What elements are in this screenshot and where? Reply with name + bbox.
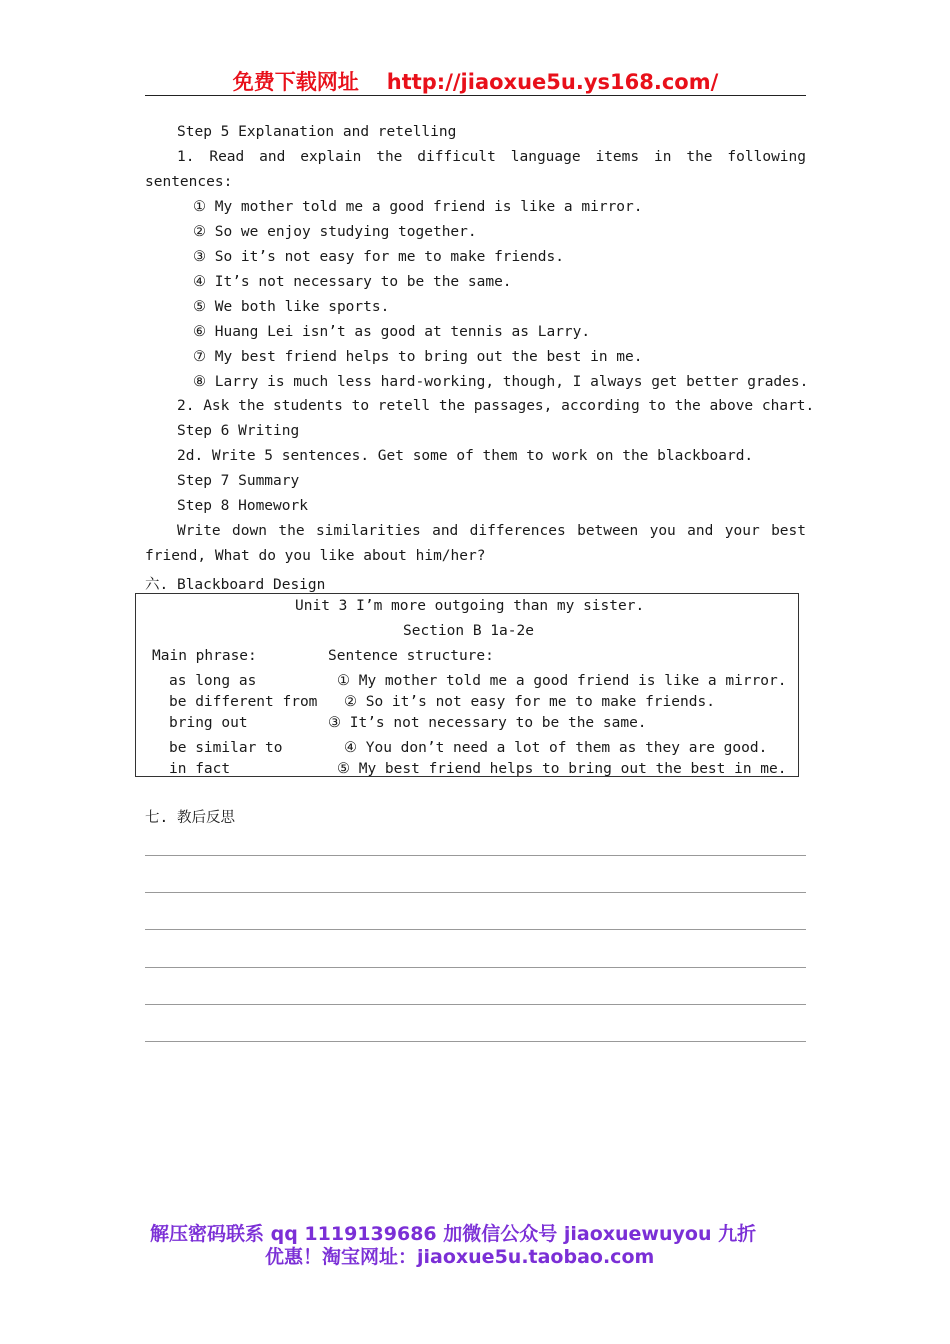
site-url[interactable]: http://jiaoxue5u.ys168.com/ bbox=[386, 70, 719, 94]
structure-3: ③ It’s not necessary to be the same. bbox=[328, 715, 647, 731]
reflection-line-5 bbox=[145, 1004, 806, 1005]
footer-line-2[interactable]: 优惠！淘宝网址：jiaoxue5u.taobao.com bbox=[265, 1246, 655, 1268]
sentence-8: ⑧ Larry is much less hard-working, though, I always get better grades. bbox=[193, 374, 809, 390]
homework-line2: friend, What do you like about him/her? bbox=[145, 548, 486, 564]
sentence-5: ⑤ We both like sports. bbox=[193, 299, 390, 315]
item-2d: 2d. Write 5 sentences. Get some of them to work on the blackboard. bbox=[177, 448, 754, 464]
phrase-header: Main phrase: bbox=[152, 648, 257, 664]
item1-line2: sentences: bbox=[145, 174, 233, 190]
reflection-line-1 bbox=[145, 855, 806, 856]
reflection-line-2 bbox=[145, 892, 806, 893]
step5-title: Step 5 Explanation and retelling bbox=[177, 124, 457, 140]
footer-line-1: 解压密码联系 qq 1119139686 加微信公众号 jiaoxuewuyou 九折 bbox=[150, 1223, 757, 1245]
blackboard-subtitle: Section B 1a-2e bbox=[403, 623, 534, 639]
step6-title: Step 6 Writing bbox=[177, 423, 300, 439]
reflection-title: 七. 教后反思 bbox=[145, 810, 235, 826]
sentence-7: ⑦ My best friend helps to bring out the best in me. bbox=[193, 349, 643, 365]
step8-title: Step 8 Homework bbox=[177, 498, 308, 514]
structure-4: ④ You don’t need a lot of them as they are good. bbox=[344, 740, 768, 756]
sentence-1: ① My mother told me a good friend is like a mirror. bbox=[193, 199, 643, 215]
sentence-6: ⑥ Huang Lei isn’t as good at tennis as Larry. bbox=[193, 324, 591, 340]
step7-title: Step 7 Summary bbox=[177, 473, 300, 489]
structure-1: ① My mother told me a good friend is like a mirror. bbox=[337, 673, 787, 689]
phrase-1: as long as bbox=[169, 673, 257, 689]
site-name: 免费下载网址 bbox=[232, 70, 359, 94]
phrase-4: be similar to bbox=[169, 740, 283, 756]
blackboard-title: Unit 3 I’m more outgoing than my sister. bbox=[295, 598, 645, 614]
structure-5: ⑤ My best friend helps to bring out the best in me. bbox=[337, 761, 787, 777]
section6-title: 六. Blackboard Design bbox=[145, 577, 326, 593]
sentence-4: ④ It’s not necessary to be the same. bbox=[193, 274, 512, 290]
phrase-5: in fact bbox=[169, 761, 231, 777]
phrase-3: bring out bbox=[169, 715, 248, 731]
reflection-line-6 bbox=[145, 1041, 806, 1042]
sentence-2: ② So we enjoy studying together. bbox=[193, 224, 477, 240]
structure-2: ② So it’s not easy for me to make friends. bbox=[344, 694, 715, 710]
page-header bbox=[145, 66, 806, 96]
reflection-line-4 bbox=[145, 967, 806, 968]
item2-retell: 2. Ask the students to retell the passages, according to the above chart. bbox=[177, 398, 815, 414]
homework-line1: Write down the similarities and differences between you and your best bbox=[177, 523, 806, 539]
sentence-3: ③ So it’s not easy for me to make friends. bbox=[193, 249, 564, 265]
reflection-line-3 bbox=[145, 929, 806, 930]
item1-line1: 1. Read and explain the difficult language items in the following bbox=[177, 149, 806, 165]
phrase-2: be different from bbox=[169, 694, 318, 710]
structure-header: Sentence structure: bbox=[328, 648, 494, 664]
